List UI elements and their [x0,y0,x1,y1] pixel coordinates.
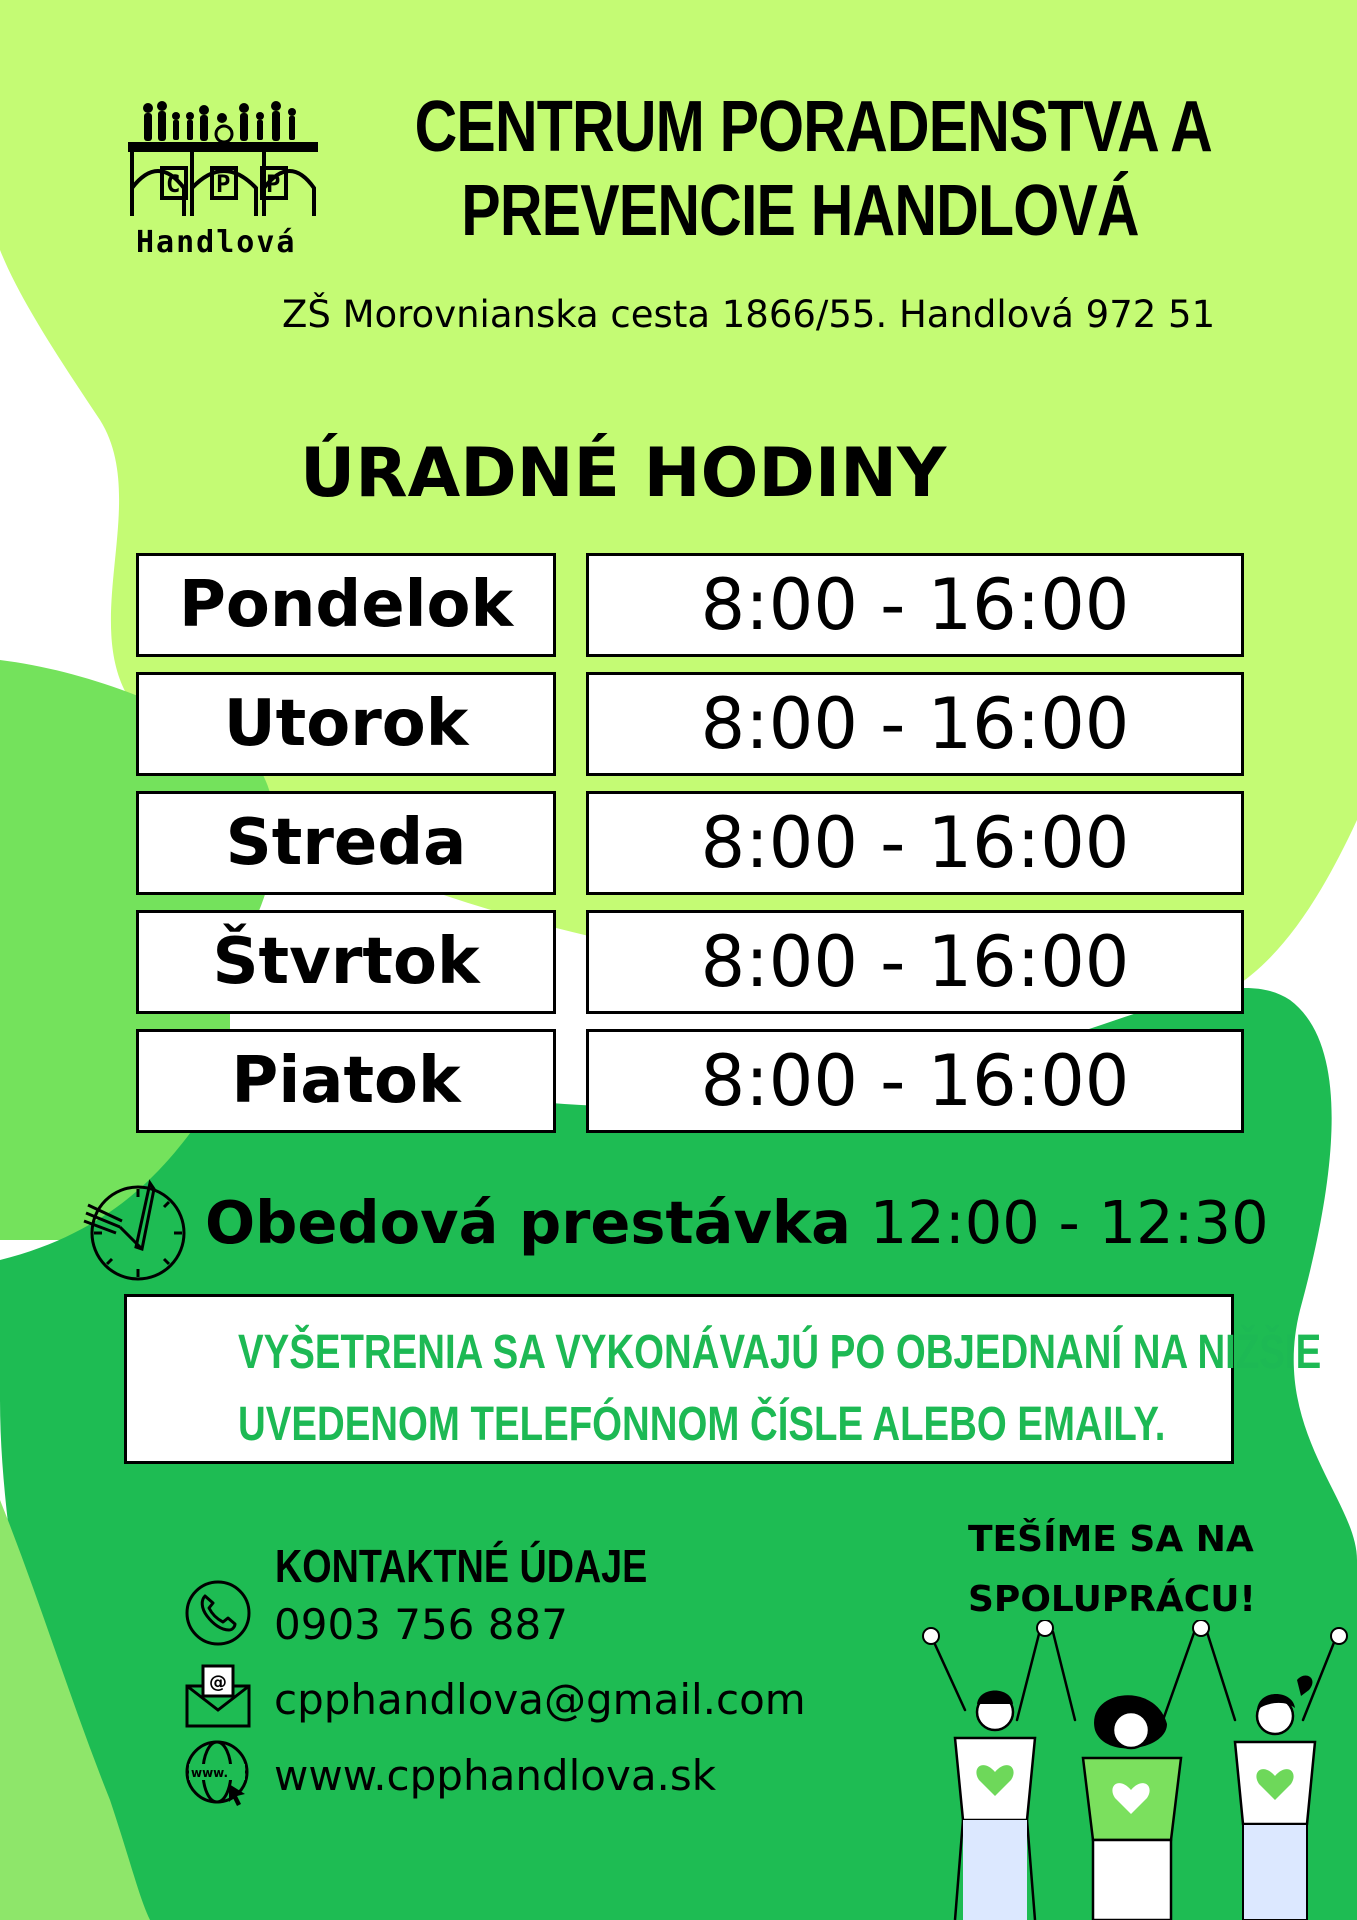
clock-cutlery-icon [80,1175,192,1287]
lunch-break [205,1183,1325,1263]
appointment-notice [124,1294,1322,1464]
day-cell: Streda [136,791,556,895]
time-cell: 8:00 - 16:00 [586,672,1244,776]
notice-line-2: UVEDENOM TELEFÓNNOM ČÍSLE ALEBO EMAILY. [238,1398,1166,1451]
title-line-1: CENTRUM PORADENSTVA A [414,87,1212,167]
hours-row [136,672,1244,782]
page-title [414,85,1212,253]
closing-line-1: TEŠÍME SA NA [968,1519,1254,1560]
lunch-time: 12:00 - 12:30 [869,1188,1269,1257]
time-cell: 8:00 - 16:00 [586,791,1244,895]
time-cell: 8:00 - 16:00 [586,1029,1244,1133]
svg-text:P: P [216,170,231,198]
phone-icon [183,1578,253,1648]
day-cell: Pondelok [136,553,556,657]
hours-row [136,553,1244,663]
hours-row [136,1029,1244,1139]
day-cell: Piatok [136,1029,556,1133]
email-icon [183,1662,253,1732]
day-cell: Štvrtok [136,910,556,1014]
globe-icon [183,1738,253,1808]
title-line-2: PREVENCIE HANDLOVÁ [461,171,1139,251]
email-address[interactable]: cpphandlova@gmail.com [274,1675,806,1724]
hours-row [136,910,1244,1020]
closing-line-2: SPOLUPRÁCU! [968,1579,1256,1620]
website[interactable]: www.cpphandlova.sk [274,1751,717,1800]
lunch-label: Obedová prestávka [205,1188,851,1257]
day-cell: Utorok [136,672,556,776]
phone-number[interactable]: 0903 756 887 [274,1600,568,1649]
svg-text:www.: www. [191,1766,229,1780]
people-illustration [905,1620,1357,1920]
time-cell: 8:00 - 16:00 [586,910,1244,1014]
svg-text:C: C [166,170,181,198]
cpp-logo [128,98,328,268]
svg-text:Handlová: Handlová [136,225,297,260]
time-cell: 8:00 - 16:00 [586,553,1244,657]
address: ZŠ Morovnianska cesta 1866/55. Handlová 972 51 [282,293,1216,336]
hours-row [136,791,1244,901]
contact-heading: KONTAKTNÉ ÚDAJE [275,1540,648,1592]
svg-text:P: P [266,170,281,198]
office-hours-heading: ÚRADNÉ HODINY [300,434,947,513]
svg-text:@: @ [209,1672,227,1693]
closing-message [968,1510,1268,1630]
notice-line-1: VYŠETRENIA SA VYKONÁVAJÚ PO OBJEDNANÍ NA NIŽŠIE [238,1326,1322,1379]
